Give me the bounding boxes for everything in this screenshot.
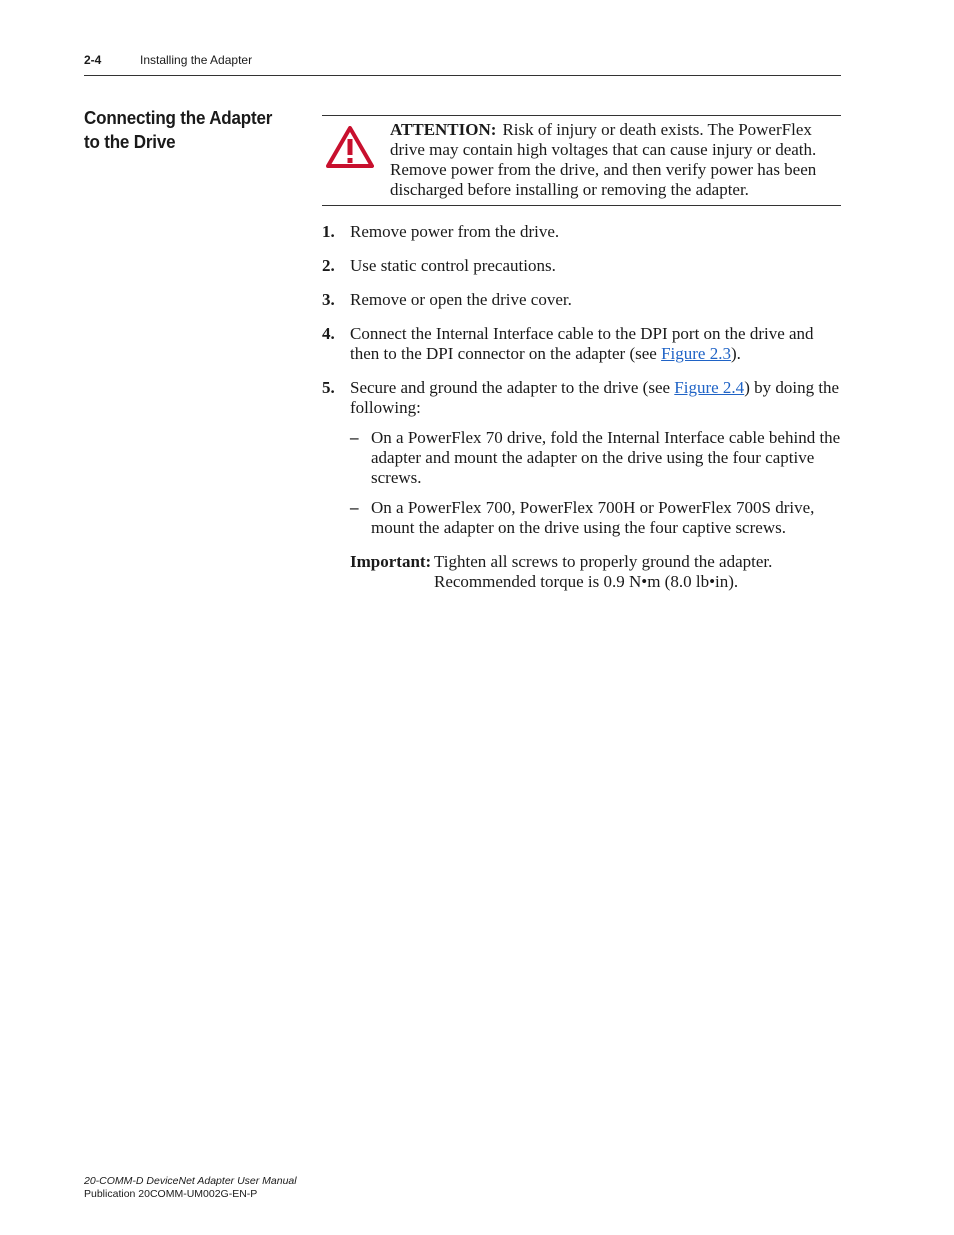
substep-dash: – <box>350 498 359 517</box>
step-text-end: ) by doing the following: <box>350 378 840 417</box>
step-number: 3. <box>322 290 335 309</box>
manual-title: 20-COMM-D DeviceNet Adapter User Manual <box>84 1175 297 1187</box>
step-4 <box>322 324 842 364</box>
step-text: Use static control precautions. <box>350 256 556 275</box>
step-2 <box>322 256 842 276</box>
substep-text: On a PowerFlex 70 drive, fold the Internal Interface cable behind the adapter and mount the adapter on the drive using the four captive screws. <box>371 428 841 487</box>
step-3 <box>322 290 842 310</box>
important-note <box>350 552 842 592</box>
step-number: 4. <box>322 324 335 343</box>
step-text: Connect the Internal Interface cable to the DPI port on the drive and then to the DPI connector on the adapter (see <box>350 324 814 363</box>
section-title: Connecting the Adapter to the Drive <box>84 107 273 152</box>
step-number: 5. <box>322 378 335 397</box>
attention-label: ATTENTION: <box>390 120 497 139</box>
step-1 <box>322 222 842 242</box>
substep-2 <box>350 498 842 538</box>
step-text-end: ). <box>730 344 741 363</box>
step-text: Secure and ground the adapter to the drive (see <box>350 378 675 397</box>
substep-dash: – <box>350 428 359 447</box>
attention-text: Risk of injury or death exists. The PowerFlex drive may contain high voltages that can cause injury or death. Remove power from the drive, and then verify power has been discharged before installing or removing the adapter. <box>390 120 817 199</box>
step-number: 1. <box>322 222 335 241</box>
chapter-title: Installing the Adapter <box>140 53 253 67</box>
figure-2-4-link[interactable]: Figure 2.4 <box>674 378 745 397</box>
attention-block <box>390 120 830 200</box>
page-footer <box>84 1175 297 1201</box>
attention-top-divider <box>322 115 841 116</box>
substep-1 <box>350 428 842 488</box>
step-number: 2. <box>322 256 335 275</box>
warning-triangle-icon <box>326 126 374 168</box>
header-divider <box>84 75 841 76</box>
substep-text: On a PowerFlex 700, PowerFlex 700H or PowerFlex 700S drive, mount the adapter on the drive using the four captive screws. <box>371 498 815 537</box>
step-text: Remove or open the drive cover. <box>350 290 572 309</box>
step-text: Remove power from the drive. <box>350 222 560 241</box>
attention-bottom-divider <box>322 205 841 206</box>
page-number: 2-4 <box>84 53 102 67</box>
step-list <box>322 222 842 592</box>
figure-2-3-link[interactable]: Figure 2.3 <box>661 344 731 363</box>
important-label: Important: <box>350 552 432 571</box>
important-text: Tighten all screws to properly ground the adapter. Recommended torque is 0.9 N•m (8.0 lb•in). <box>434 552 773 591</box>
publication-number: Publication 20COMM-UM002G-EN-P <box>84 1188 258 1200</box>
step-5 <box>322 378 842 538</box>
